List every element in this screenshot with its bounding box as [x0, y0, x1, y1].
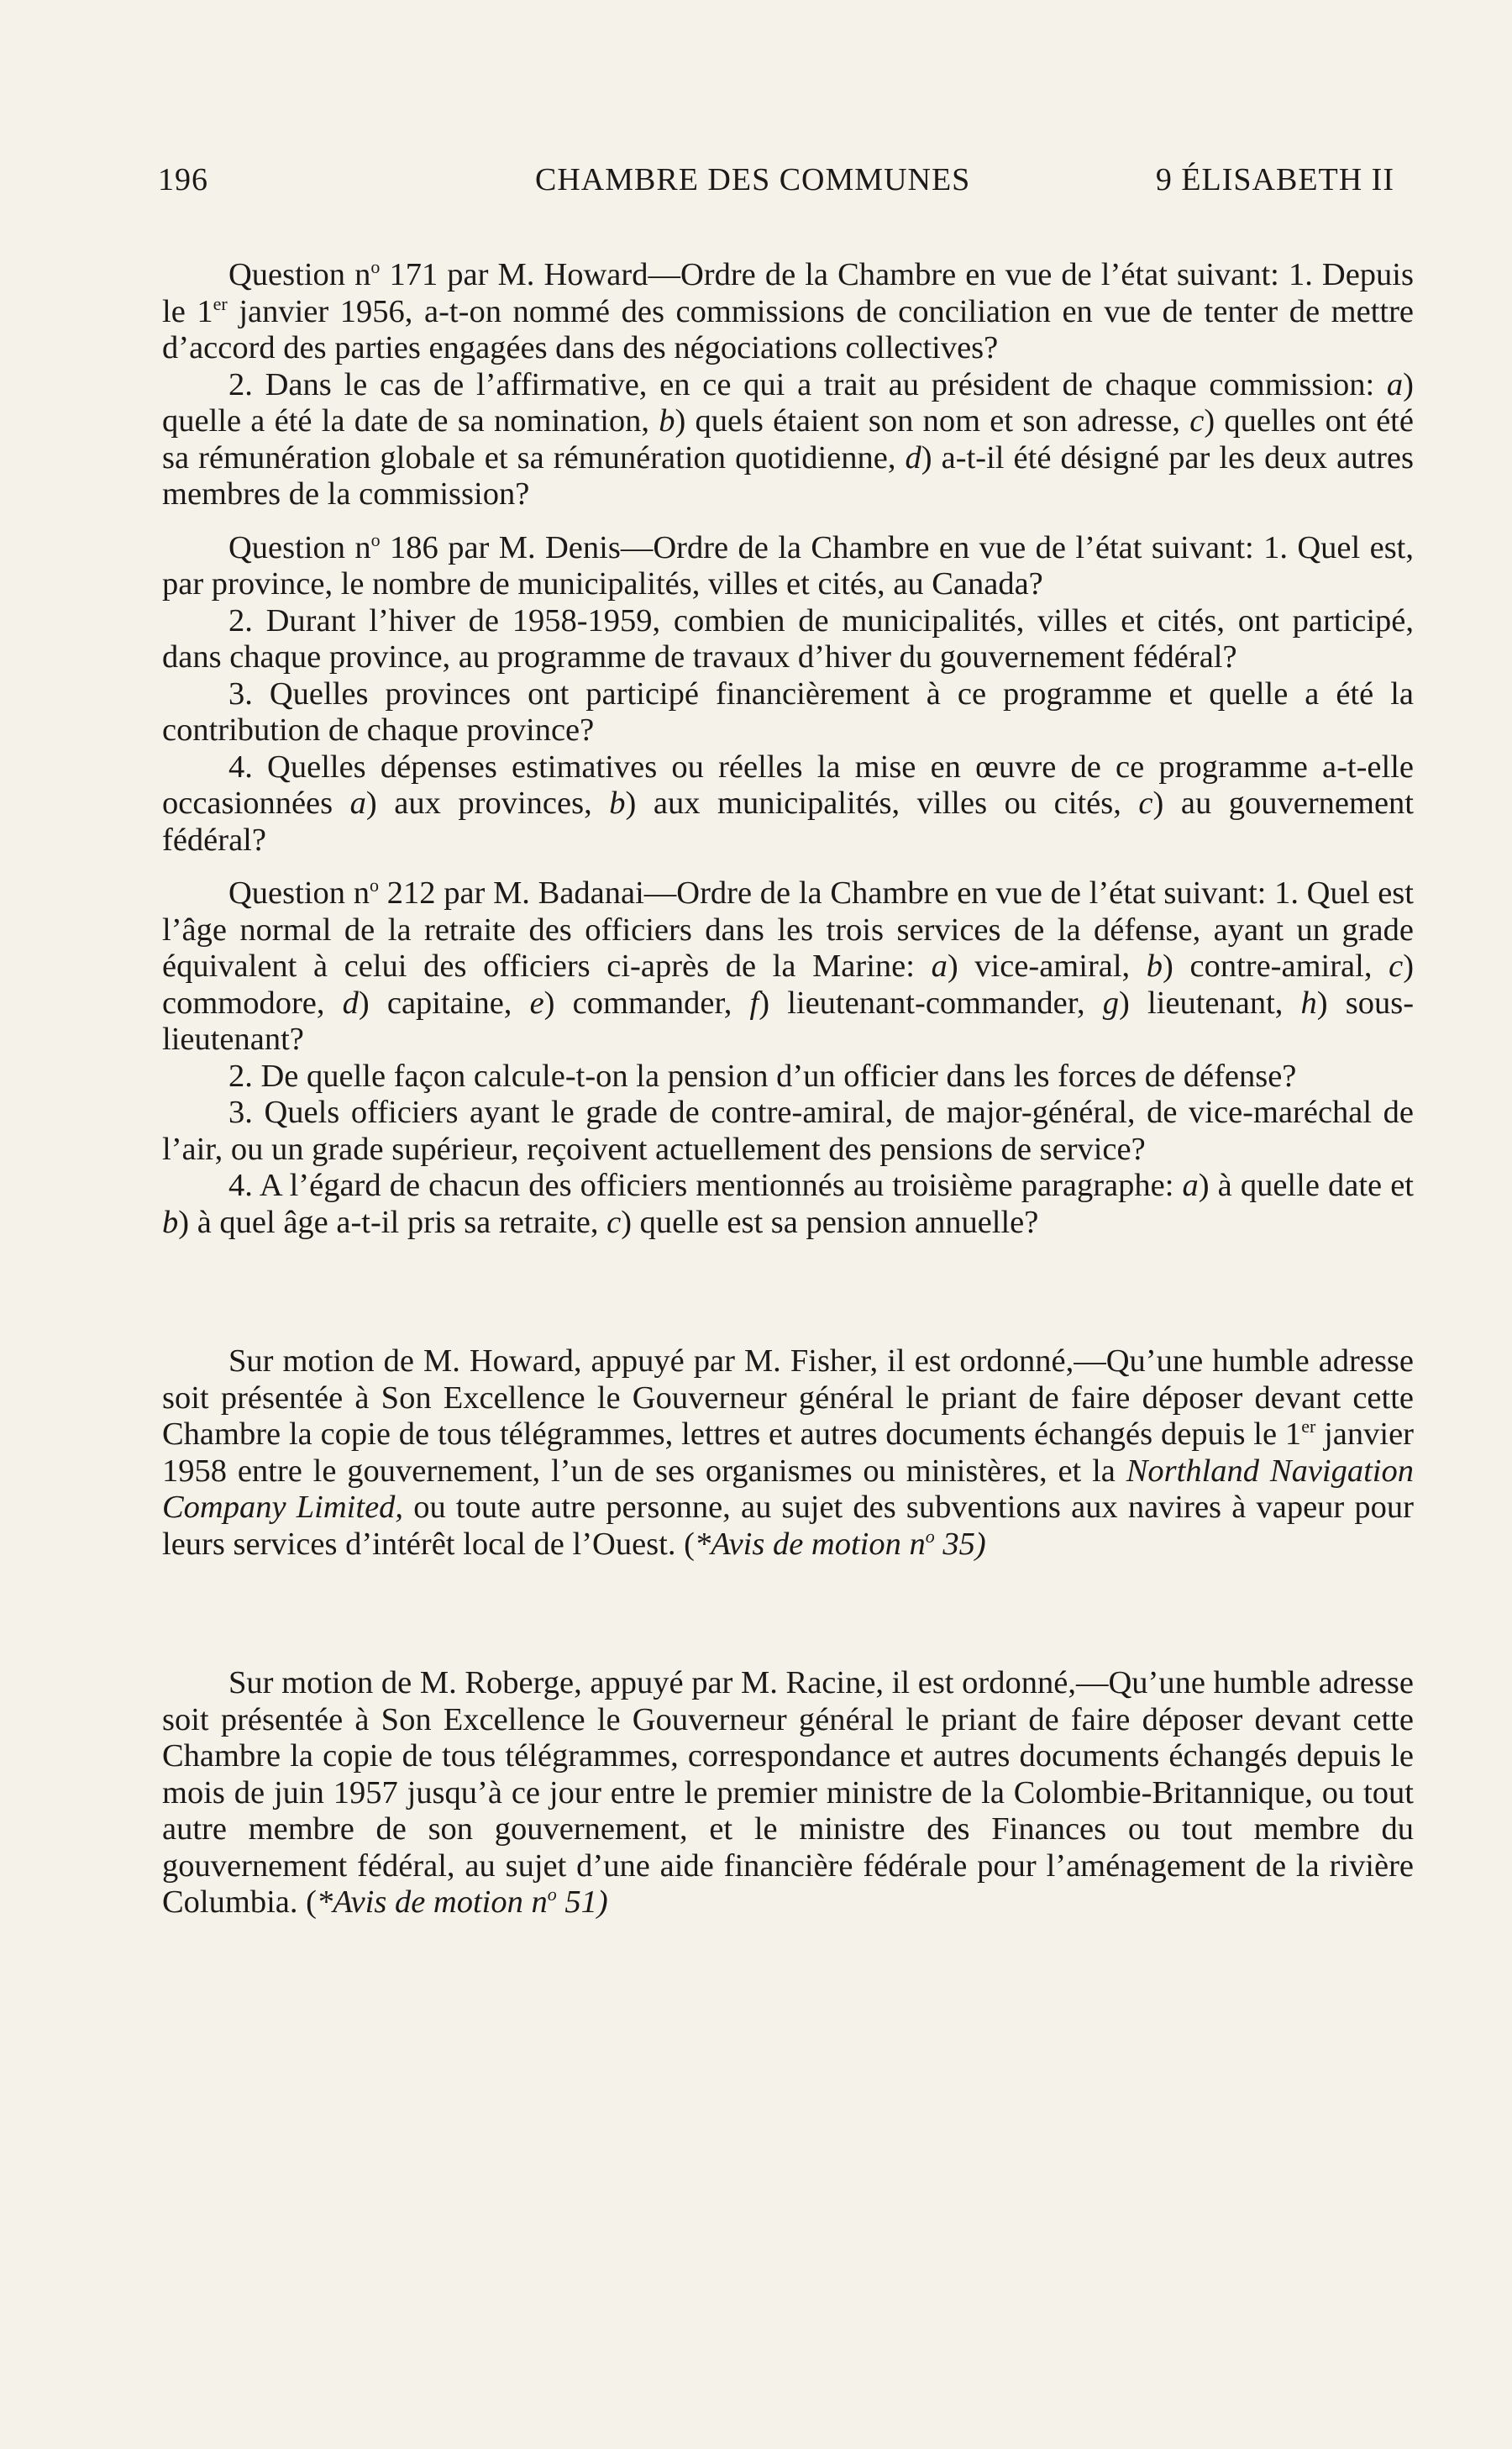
question-212-part-3: 3. Quels officiers ayant le grade de contre-amiral, de major-général, de vice-maréchal de l’air, ou un grade supérieur, reçoivent actuellement des pensions de service?	[162, 1095, 1414, 1167]
question-212-part-2: 2. De quelle façon calcule-t-on la pension d’un officier dans les forces de défense?	[228, 1058, 1297, 1094]
page-body	[162, 257, 1414, 1921]
question-186-part-3: 3. Quelles provinces ont participé financièrement à ce programme et quelle a été la contribution de chaque province?	[162, 675, 1414, 748]
question-212-part-4: 4. A l’égard de chacun des officiers mentionnés au troisième paragraphe: a) à quelle date et b) à quel âge a-t-il pris sa retraite, c) quelle est sa pension annuelle?	[162, 1168, 1415, 1240]
running-title: CHAMBRE DES COMMUNES	[535, 162, 971, 197]
question-186-part-4: 4. Quelles dépenses estimatives ou réelles la mise en œuvre de ce programme a-t-elle occasionnées a) aux provinces, b) aux municipalités, villes ou cités, c) au gouvernement fédéral?	[162, 749, 1414, 858]
question-212-part-1: Question $n^o$ 212 par M. Badanai—Ordre de la Chambre en vue de l’état suivant: 1. Quel est l’âge normal de la retraite des officiers dans les trois services de la défense, ayant un grade équivalent à celui des officiers ci-après de la Marine: a) vice-amiral, b) contre-amiral, c) commodore, d) capitaine, e) commander, f) lieutenant-commander, g) lieutenant, h) sous-lieutenant?	[162, 875, 1415, 1057]
motion-howard: Sur motion de M. Howard, appuyé par M. Fisher, il est ordonné,—Qu’une humble adresse soit présentée à Son Excellence le Gouverneur général le priant de faire déposer devant cette Chambre la copie de tous télégrammes, lettres et autres documents échangés depuis le 1er janvier 1958 entre le gouvernement, l’un de ses organismes ou ministères, et la Northland Navigation Company Limited, ou toute autre personne, au sujet des subventions aux navires à vapeur pour leurs services d’intérêt local de l’Ouest. (*Avis de motion $n^o$ 35)	[162, 1343, 1415, 1562]
question-186-part-2: 2. Durant l’hiver de 1958-1959, combien de municipalités, villes et cités, ont participé, dans chaque province, au programme de travaux d’hiver du gouvernement fédéral?	[162, 602, 1414, 675]
page-number: 196	[158, 162, 208, 197]
reign-label: 9 ÉLISABETH II	[1155, 162, 1394, 197]
question-171-part-2: 2. Dans le cas de l’affirmative, en ce qui a trait au président de chaque commission: a) quelle a été la date de sa nomination, b) quels étaient son nom et son adresse, c) quelles ont été sa rémunération globale et sa rémunération quotidienne, d) a-t-il été désigné par les deux autres membres de la commission?	[162, 366, 1414, 512]
question-171-part-1: Question $n^o$ 171 par M. Howard—Ordre de la Chambre en vue de l’état suivant: 1. Depuis le 1er janvier 1956, a-t-on nommé des commissions de conciliation en vue de tenter de mettre d’accord des parties engagées dans des négociations collectives?	[162, 256, 1414, 365]
page-header	[158, 161, 1394, 203]
notice-reference: *Avis de motion $n^o$ 35)	[694, 1525, 986, 1562]
notice-reference: *Avis de motion $n^o$ 51)	[316, 1884, 608, 1920]
question-186-part-1: Question $n^o$ 186 par M. Denis—Ordre de la Chambre en vue de l’état suivant: 1. Quel est, par province, le nombre de municipalités, villes et cités, au Canada?	[162, 528, 1414, 602]
motion-roberge: Sur motion de M. Roberge, appuyé par M. Racine, il est ordonné,—Qu’une humble adresse soit présentée à Son Excellence le Gouverneur général le priant de faire déposer devant cette Chambre la copie de tous télégrammes, correspondance et autres documents échangés depuis le mois de juin 1957 jusqu’à ce jour entre le premier ministre de la Colombie-Britannique, ou tout autre membre de son gouvernement, et le ministre des Finances ou tout membre du gouvernement fédéral, au sujet d’une aide financière fédérale pour l’aménagement de la rivière Columbia. (*Avis de motion $n^o$ 51)	[162, 1665, 1414, 1920]
